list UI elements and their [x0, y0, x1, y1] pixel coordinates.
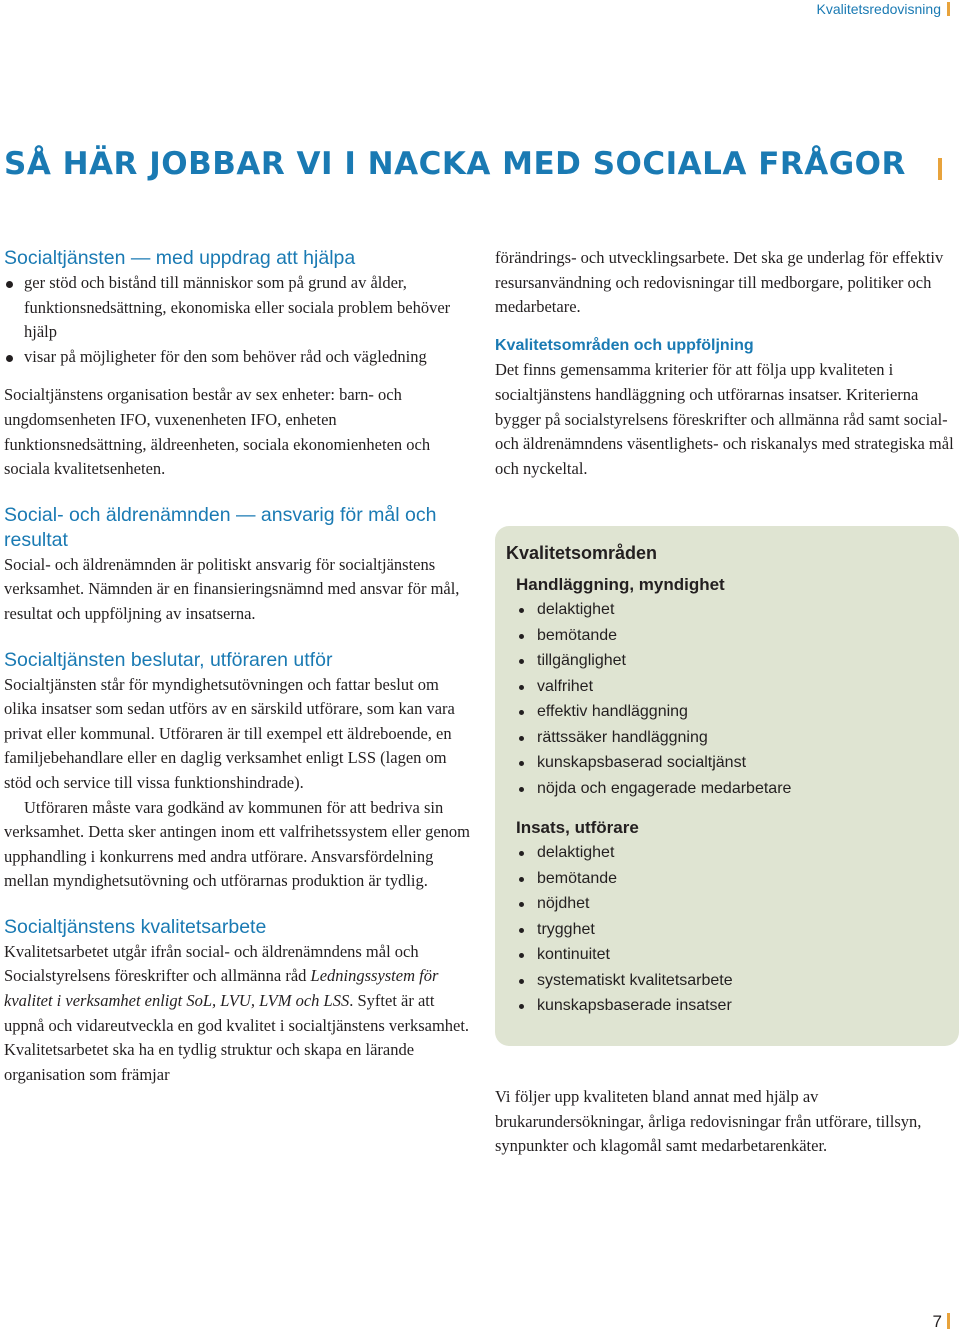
running-header [816, 0, 950, 18]
page-number [933, 1312, 950, 1332]
followup-paragraph: Vi följer upp kvaliteten bland annat med hjälp av brukarundersökningar, årliga redovisningar från utförare, tillsyn, synpunkter och klagomål samt medarbetarenkäter. [495, 1087, 922, 1156]
section-heading-namnden: Social- och äldrenämnden — ansvarig för mål och resultat [4, 503, 437, 551]
namnden-paragraph: Social- och äldrenämnden är politiskt ansvarig för socialtjänstens verksamhet. Nämnden är en finansieringsnämnd med ansvar för mål, resultat och uppföljning av insatserna. [4, 554, 460, 623]
list-item: kunskapsbaserad socialtjänst [516, 750, 949, 776]
list-item: delaktighet [516, 840, 949, 866]
list-item: kunskapsbaserade insatser [516, 993, 949, 1019]
criteria-paragraph: Det finns gemensamma kriterier för att följa upp kvaliteten i socialtjänstens handläggning och utförarnas insatser. Kriterierna bygger på socialstyrelsens föreskrifter och allmänna råd samt social- och äldrenämndens väsentlighets- och riskanalys med strategiska mål och nyckeltal. [495, 360, 954, 478]
section-heading-socialtjansten: Socialtjänsten — med uppdrag att hjälpa [4, 247, 356, 269]
list-item: nöjda och engagerade medarbetare [516, 776, 949, 802]
list-item: delaktighet [516, 597, 949, 623]
page-number-value: 7 [932, 1312, 942, 1331]
list-item: bemötande [516, 866, 949, 892]
box-group-title-insats: Insats, utförare [516, 818, 639, 837]
kvalitetsarbete-text-end: . Syftet är att uppnå och vidareutveckla en god kvalitet i socialtjänstens verksamhet. Kvalitetsarbetet ska ha en tydlig struktur och skapa en lärande organisation som främjar [4, 991, 470, 1084]
continuation-paragraph: förändrings- och utvecklingsarbete. Det ska ge underlag för effektiv resursanvändning och redovisningar till medborgare, politiker och medarbetare. [495, 248, 944, 317]
box-title: Kvalitetsområden [506, 543, 658, 563]
list-item: effektiv handläggning [516, 699, 949, 725]
quality-areas-box [495, 526, 959, 1046]
list-item: kontinuitet [516, 942, 949, 968]
beslutar-paragraph-2: Utföraren måste vara godkänd av kommunen för att bedriva sin verksamhet. Detta sker antingen inom ett valfrihetssystem eller genom upphandling i konkurrens med andra utförare. Ansvarsfördelning mellan myndighetsutövning och utförarnas produktion är tydlig. [4, 797, 470, 891]
beslutar-paragraph-1: Socialtjänsten står för myndighetsutövningen och fattar beslut om olika insatser som sedan utförs av en särskild utförare, som kan vara privat eller kommunal. Utföraren är till exempel ett äldreboende, en familjebehandlare eller en daglig verksamhet enligt LSS (lagen om stöd och service till vissa funktionshindrade). [4, 674, 455, 792]
regulation-title: Ledningssystem för kvalitet i verksamhet enligt SoL, LVU, LVM och LSS [4, 966, 439, 1011]
list-item: tillgänglighet [516, 648, 949, 674]
insats-list [516, 840, 949, 1019]
kvalitetsarbete-paragraph [4, 940, 472, 1088]
list-item: nöjdhet [516, 891, 949, 917]
list-item: visar på möjligheter för den som behöver råd och vägledning [4, 345, 472, 370]
kvalitetsarbete-text-start: Kvalitetsarbetet utgår ifrån social- och äldrenämndens mål och Socialstyrelsens föreskrifter och allmänna råd [4, 941, 419, 986]
box-group-title-handlaggning: Handläggning, myndighet [516, 575, 725, 594]
socialtjansten-bullet-list [4, 271, 472, 369]
page-title: SÅ HÄR JOBBAR VI I NACKA MED SOCIALA FRÅGOR [4, 146, 906, 182]
list-item: trygghet [516, 917, 949, 943]
section-heading-beslutar: Socialtjänsten beslutar, utföraren utför [4, 648, 333, 671]
handlaggning-list [516, 597, 949, 801]
list-item: bemötande [516, 623, 949, 649]
list-item: ger stöd och bistånd till människor som på grund av ålder, funktionsnedsättning, ekonomiska eller sociala problem behöver hjälp [4, 271, 472, 345]
list-item: valfrihet [516, 674, 949, 700]
running-header-title: Kvalitetsredovisning [816, 1, 941, 17]
header-accent-bar [947, 2, 950, 16]
section-heading-kvalitetsarbete: Socialtjänstens kvalitetsarbete [4, 915, 267, 938]
page-number-accent-bar [947, 1313, 950, 1329]
title-accent-bar [938, 158, 942, 180]
organisation-paragraph: Socialtjänstens organisation består av sex enheter: barn- och ungdomsenheten IFO, vuxenenheten IFO, enheten funktionsnedsättning, äldreenheten, sociala ekonomienheten och sociala kvalitetsenheten. [4, 385, 431, 479]
list-item: systematiskt kvalitetsarbete [516, 968, 949, 994]
right-column [495, 246, 955, 481]
subheading-kvalitetsomraden-uppfoljning: Kvalitetsområden och uppföljning [495, 336, 754, 354]
left-column [4, 246, 472, 1087]
list-item: rättssäker handläggning [516, 725, 949, 751]
